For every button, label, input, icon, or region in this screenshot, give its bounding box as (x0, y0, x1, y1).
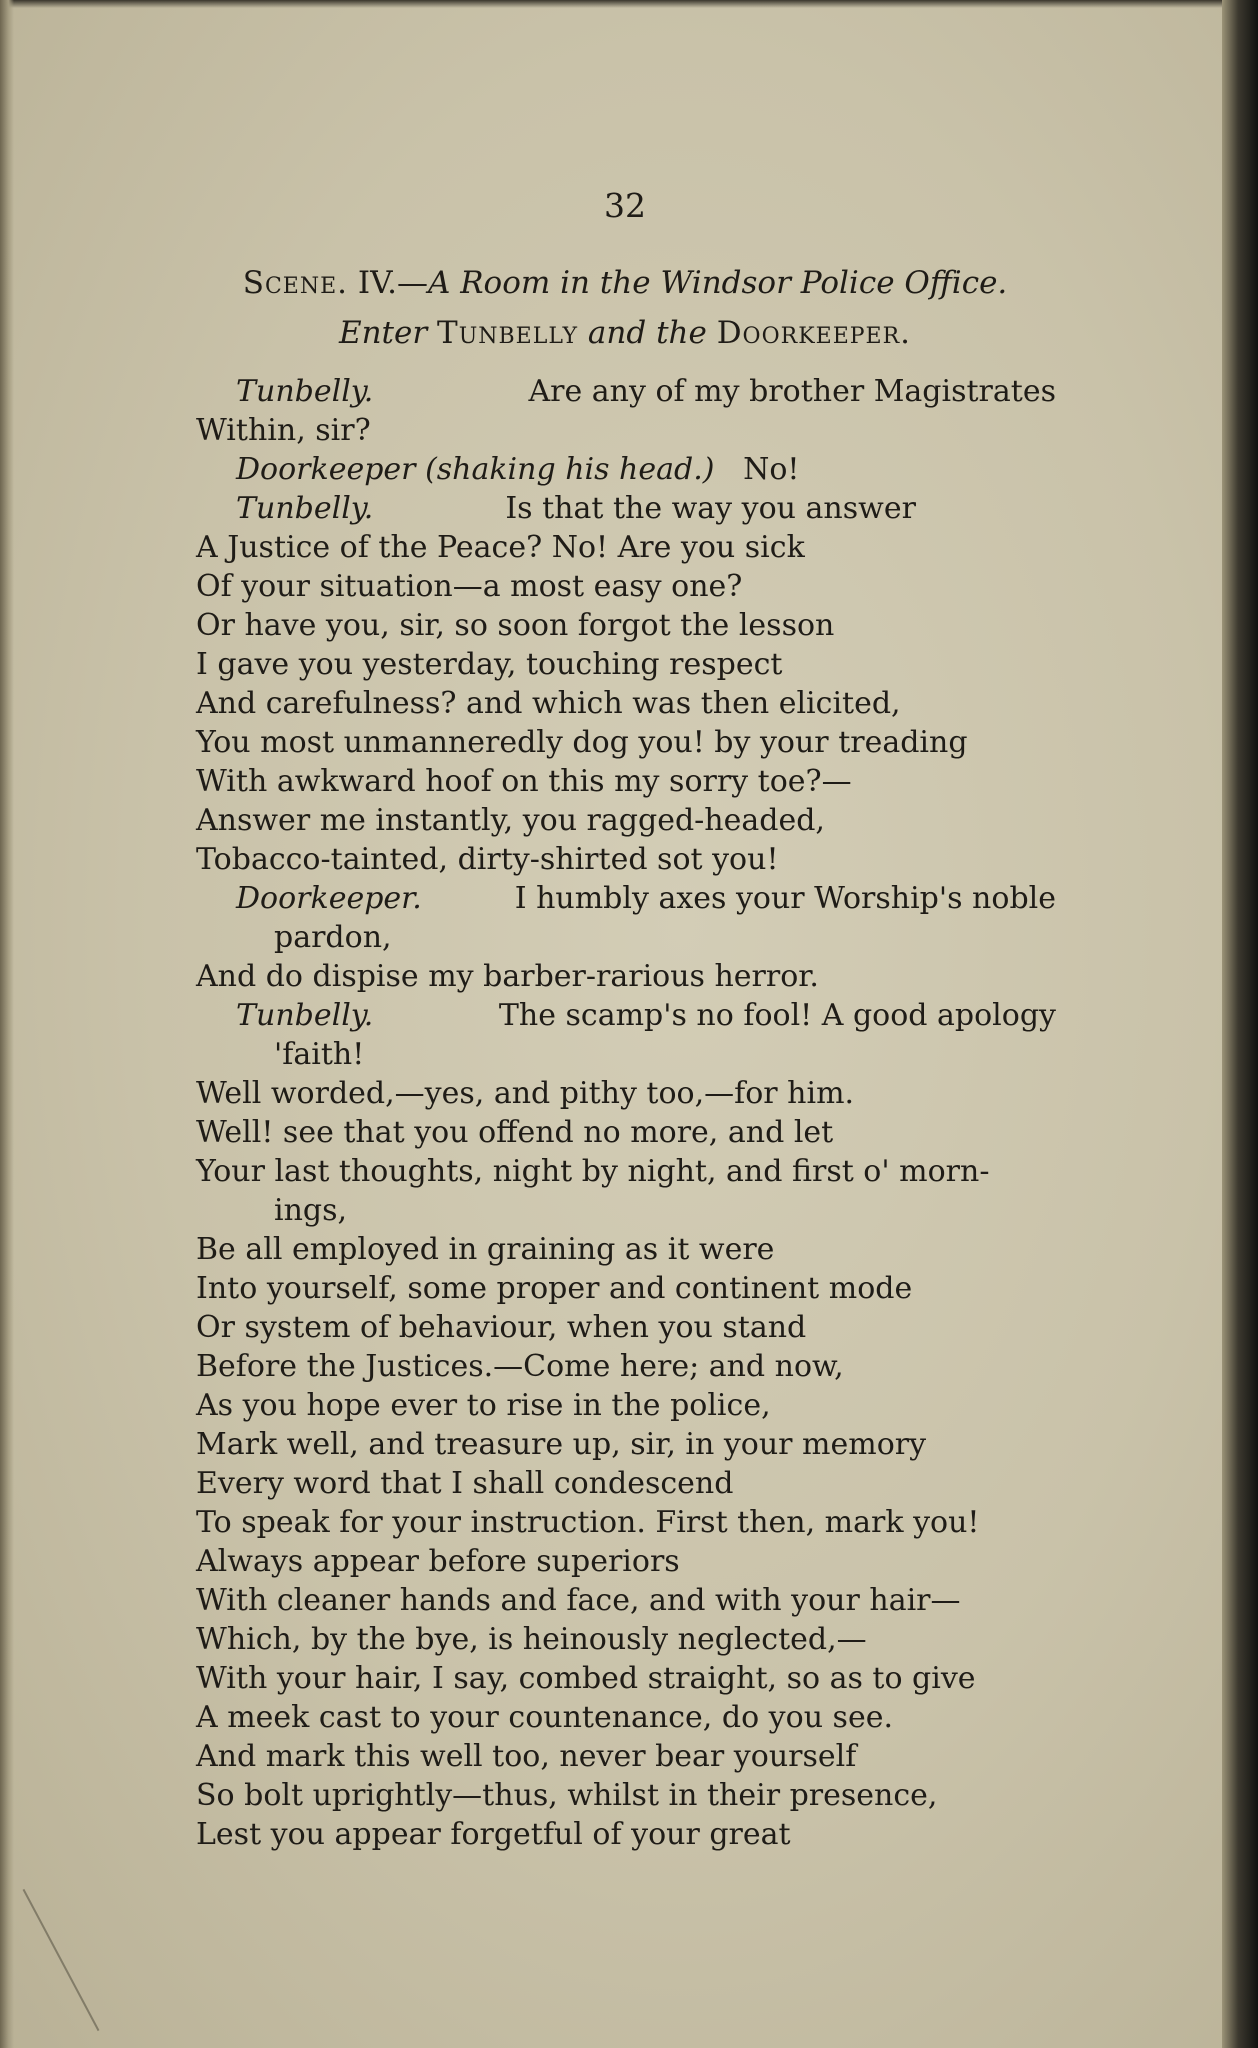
scene-heading (0, 258, 1250, 358)
verse-line (196, 372, 1056, 411)
speaker-name: Doorkeeper. (236, 881, 422, 916)
line-text: No! (743, 452, 800, 487)
verse-line (196, 450, 1056, 489)
line-text: I humbly axes your Worship's noble (514, 881, 1056, 916)
page-number: 32 (604, 186, 646, 225)
verse-line: As you hope ever to rise in the police, (196, 1388, 771, 1423)
verse-line: And do dispise my barber-rarious herror. (196, 959, 819, 994)
verse-line: So bolt uprightly—thus, whilst in their presence, (196, 1778, 938, 1813)
line-text: The scamp's no fool! A good apology (498, 998, 1056, 1033)
verse-line: Which, by the bye, is heinously neglected,— (196, 1622, 867, 1657)
speaker-name: Tunbelly. (236, 491, 374, 526)
and-the-word: and the (587, 315, 707, 351)
verse-line: And mark this well too, never bear yourself (196, 1739, 857, 1774)
scene-title-line (0, 258, 1250, 308)
verse-line: Within, sir? (196, 413, 371, 448)
verse-line (196, 879, 1056, 918)
verse-line: Well worded,—yes, and pithy too,—for him. (196, 1076, 855, 1111)
line-text: Is that the way you answer (505, 491, 916, 526)
verse-text (196, 372, 1056, 1854)
verse-line-continuation: pardon, (274, 920, 392, 955)
verse-line: To speak for your instruction. First then, mark you! (196, 1505, 980, 1540)
verse-line: Of your situation—a most easy one? (196, 569, 743, 604)
verse-line: Every word that I shall condescend (196, 1466, 734, 1501)
verse-line: Tobacco-tainted, dirty-shirted sot you! (196, 842, 779, 877)
verse-line: A Justice of the Peace? No! Are you sick (196, 530, 805, 565)
scene-location: A Room in the Windsor Police Office. (427, 265, 1008, 301)
verse-line (196, 996, 1056, 1035)
scene-number: IV.— (357, 265, 428, 301)
character-tunbelly: Tunbelly (437, 315, 579, 351)
verse-line: Or system of behaviour, when you stand (196, 1310, 807, 1345)
verse-line (196, 489, 1056, 528)
line-text: Are any of my brother Magistrates (528, 374, 1056, 409)
verse-line: Mark well, and treasure up, sir, in your memory (196, 1427, 927, 1462)
verse-line: Be all employed in graining as it were (196, 1232, 775, 1267)
verse-line: Always appear before superiors (196, 1544, 680, 1579)
verse-line: Into yourself, some proper and continent mode (196, 1271, 913, 1306)
verse-line: Answer me instantly, you ragged-headed, (196, 803, 825, 838)
page-scratch-mark (23, 1889, 100, 2031)
enter-word: Enter (338, 315, 428, 351)
character-doorkeeper: Doorkeeper. (716, 315, 912, 351)
verse-line: With awkward hoof on this my sorry toe?— (196, 764, 852, 799)
verse-line-continuation: 'faith! (274, 1037, 365, 1072)
stage-direction: (shaking his head.) (425, 452, 715, 487)
verse-line: And carefulness? and which was then elicited, (196, 686, 901, 721)
verse-line: With your hair, I say, combed straight, so as to give (196, 1661, 976, 1696)
verse-line: Lest you appear forgetful of your great (196, 1817, 791, 1852)
scene-label: Scene. (242, 265, 349, 301)
page-top-shadow (0, 0, 1258, 8)
scene-enter-line (0, 308, 1250, 358)
speaker-name: Tunbelly. (236, 374, 374, 409)
speaker-name: Tunbelly. (236, 998, 374, 1033)
verse-line: Your last thoughts, night by night, and first o' morn- (196, 1154, 990, 1189)
verse-line: Or have you, sir, so soon forgot the lesson (196, 608, 835, 643)
verse-line: You most unmanneredly dog you! by your treading (196, 725, 968, 760)
verse-line: A meek cast to your countenance, do you see. (196, 1700, 893, 1735)
verse-line: Before the Justices.—Come here; and now, (196, 1349, 844, 1384)
verse-line: I gave you yesterday, touching respect (196, 647, 783, 682)
verse-line-continuation: ings, (274, 1193, 348, 1228)
verse-line: With cleaner hands and face, and with your hair— (196, 1583, 961, 1618)
verse-line: Well! see that you offend no more, and let (196, 1115, 834, 1150)
speaker-name: Doorkeeper (236, 452, 416, 487)
